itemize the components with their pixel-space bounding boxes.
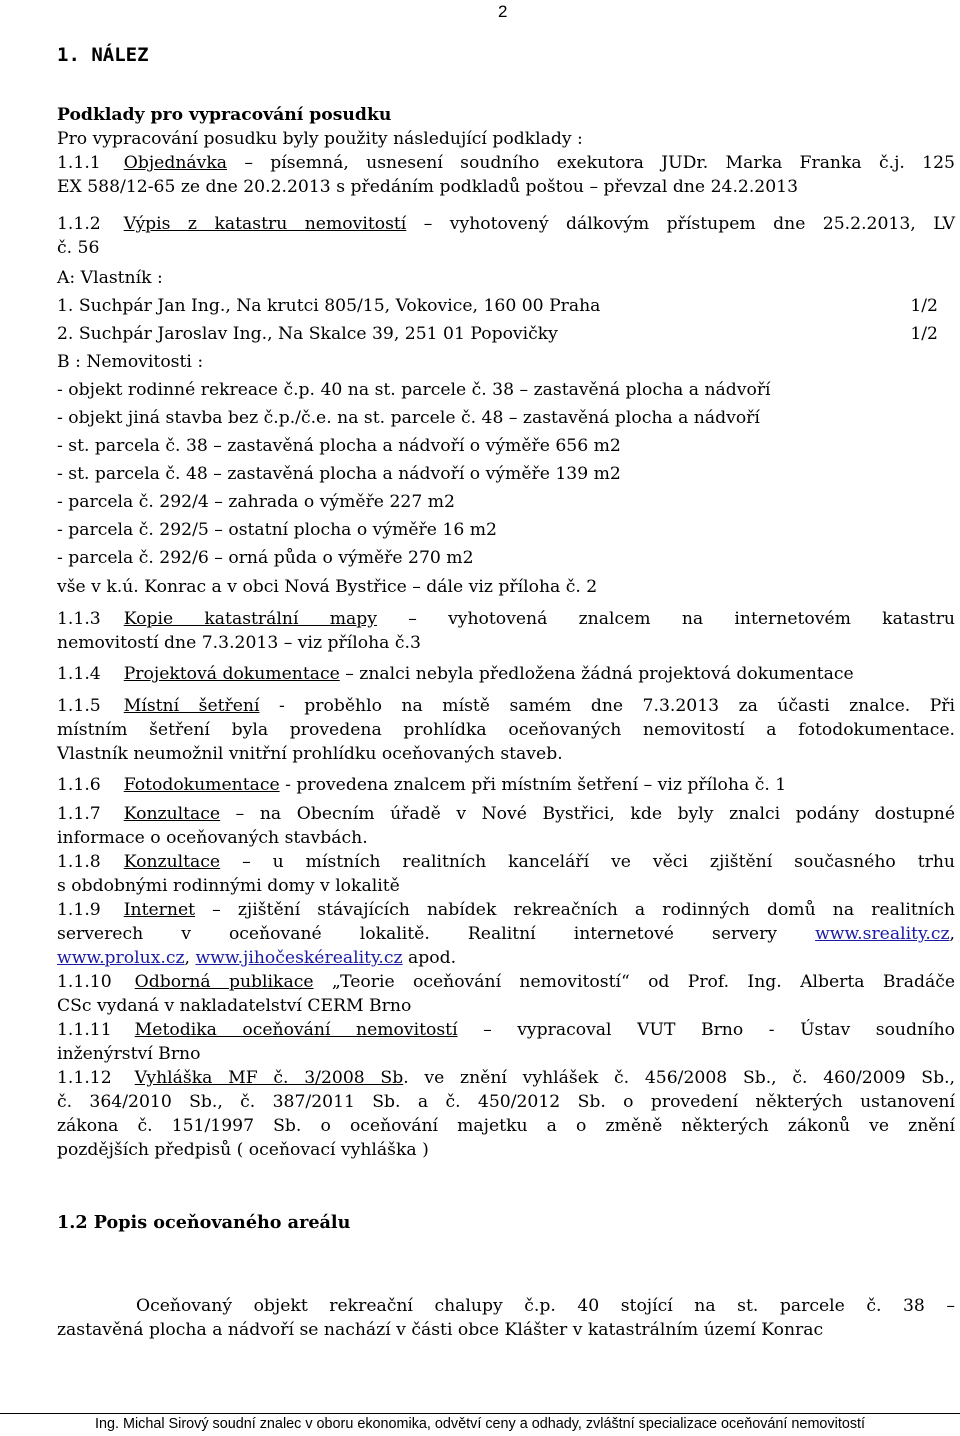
item-1-1-3 (57, 607, 955, 631)
item-1-1-2-line2: č. 56 (57, 238, 100, 258)
owners-label: A: Vlastník : (57, 268, 163, 288)
item-1-1-6 (57, 773, 786, 797)
item-number: 1.1.7 (57, 804, 101, 824)
property-item: - st. parcela č. 38 – zastavěná plocha a nádvoří o výměře 656 m2 (57, 436, 621, 456)
item-title: Objednávka (123, 153, 228, 173)
item-title: Vyhláška MF č. 3/2008 Sb (134, 1068, 404, 1088)
property-item: - parcela č. 292/6 – orná půda o výměře 270 m2 (57, 548, 474, 568)
item-text: – zjištění stávajících nabídek rekreačních a rodinných domů na realitních (195, 900, 955, 920)
item-1-1-7-line2: informace o oceňovaných stavbách. (57, 828, 368, 848)
section-2-heading: 1.2 Popis oceňovaného areálu (57, 1212, 351, 1233)
property-location: vše v k.ú. Konrac a v obci Nová Bystřice – dále viz příloha č. 2 (57, 577, 598, 597)
item-1-1-2 (57, 212, 955, 236)
item-text: „Teorie oceňování nemovitostí“ od Prof. Ing. Alberta Bradáče (313, 972, 956, 992)
item-title: Konzultace (123, 804, 221, 824)
item-1-1-4 (57, 662, 854, 686)
item-1-1-1 (57, 151, 955, 175)
link-prolux[interactable]: www.prolux.cz (57, 948, 185, 968)
item-text: - provedena znalcem při místním šetření – viz příloha č. 1 (279, 775, 787, 795)
item-1-1-12-line3: zákona č. 151/1997 Sb. o oceňování majetku a o změně některých zákonů ve znění (57, 1116, 955, 1136)
item-text: – znalci nebyla předložena žádná projektová dokumentace (339, 664, 854, 684)
item-1-1-10 (57, 970, 955, 994)
link-jihoceske-reality[interactable]: www.jihočeskéreality.cz (195, 948, 403, 968)
item-text: – vyhotovená znalcem na internetovém katastru (376, 609, 956, 629)
item-text: – na Obecním úřadě v Nové Bystřici, kde byly znalci podány dostupné (220, 804, 955, 824)
footer: Ing. Michal Sirový soudní znalec v oboru ekonomika, odvětví ceny a odhady, zvláštní specializace oceňování nemovitostí (94, 1416, 866, 1432)
section-2-paragraph-line1 (57, 1294, 955, 1318)
item-text: – vyhotovený dálkovým přístupem dne 25.2.2013, LV (406, 214, 955, 234)
intro-text: Pro vypracování posudku byly použity následující podklady : (57, 129, 583, 149)
owner-text: 2. Suchpár Jaroslav Ing., Na Skalce 39, 251 01 Popovičky (57, 324, 558, 344)
item-1-1-9 (57, 898, 955, 922)
item-1-1-8 (57, 850, 955, 874)
item-1-1-10-line2: CSc vydaná v nakladatelství CERM Brno (57, 996, 412, 1016)
item-text: serverech v oceňované lokalitě. Realitní internetové servery (57, 924, 778, 944)
item-1-1-5-line2: místním šetření byla provedena prohlídka oceňovaných nemovitostí a fotodokumentace. (57, 720, 955, 740)
subheading: Podklady pro vypracování posudku (57, 105, 392, 125)
item-title: Odborná publikace (134, 972, 314, 992)
item-1-1-5-line3: Vlastník neumožnil vnitřní prohlídku oceňovaných staveb. (57, 744, 563, 764)
item-text: - proběhlo na místě samém dne 7.3.2013 za účasti znalce. Při (259, 696, 955, 716)
properties-label: B : Nemovitosti : (57, 352, 204, 372)
item-text: – písemná, usnesení soudního exekutora JUDr. Marka Franka č.j. 125 (227, 153, 955, 173)
paragraph-text: Oceňovaný objekt rekreační chalupy č.p. 40 stojící na st. parcele č. 38 – (136, 1296, 955, 1316)
owner-share: 1/2 (910, 296, 938, 316)
item-title: Výpis z katastru nemovitostí (123, 214, 407, 234)
owner-1 (57, 294, 938, 318)
item-number: 1.1.12 (57, 1068, 112, 1088)
item-1-1-5 (57, 694, 955, 718)
item-text: . ve znění vyhlášek č. 456/2008 Sb., č. 460/2009 Sb., (403, 1068, 955, 1088)
item-number: 1.1.3 (57, 609, 101, 629)
item-number: 1.1.4 (57, 664, 101, 684)
item-title: Konzultace (123, 852, 221, 872)
item-number: 1.1.8 (57, 852, 101, 872)
footer-rule (0, 1413, 960, 1414)
link-sreality[interactable]: www.sreality.cz (815, 924, 950, 944)
item-1-1-12-line4: pozdějších předpisů ( oceňovací vyhláška ) (57, 1140, 429, 1160)
property-item: - objekt jiná stavba bez č.p./č.e. na st. parcele č. 48 – zastavěná plocha a nádvoří (57, 408, 760, 428)
item-title: Internet (123, 900, 196, 920)
item-number: 1.1.9 (57, 900, 101, 920)
item-title: Fotodokumentace (123, 775, 280, 795)
owner-share: 1/2 (910, 324, 938, 344)
item-1-1-7 (57, 802, 955, 826)
property-item: - parcela č. 292/4 – zahrada o výměře 227 m2 (57, 492, 455, 512)
section-2-paragraph-line2: zastavěná plocha a nádvoří se nachází v části obce Klášter v katastrálním území Konrac (57, 1320, 824, 1340)
item-text: – vypracoval VUT Brno - Ústav soudního (457, 1020, 955, 1040)
item-text: apod. (402, 948, 457, 968)
property-item: - st. parcela č. 48 – zastavěná plocha a nádvoří o výměře 139 m2 (57, 464, 621, 484)
item-1-1-11 (57, 1018, 955, 1042)
page-number: 2 (498, 2, 508, 21)
item-1-1-8-line2: s obdobnými rodinnými domy v lokalitě (57, 876, 400, 896)
item-number: 1.1.1 (57, 153, 101, 173)
item-number: 1.1.10 (57, 972, 112, 992)
item-number: 1.1.5 (57, 696, 101, 716)
item-1-1-11-line2: inženýrství Brno (57, 1044, 201, 1064)
item-number: 1.1.6 (57, 775, 101, 795)
item-title: Metodika oceňování nemovitostí (134, 1020, 458, 1040)
property-item: - objekt rodinné rekreace č.p. 40 na st. parcele č. 38 – zastavěná plocha a nádvoří (57, 380, 771, 400)
item-1-1-9-line3 (57, 946, 456, 970)
separator: , (184, 948, 196, 968)
item-number: 1.1.11 (57, 1020, 112, 1040)
item-1-1-12-line2: č. 364/2010 Sb., č. 387/2011 Sb. a č. 450/2012 Sb. o provedení některých ustanovení (57, 1092, 955, 1112)
item-text: – u místních realitních kanceláří ve věci zjištění současného trhu (220, 852, 955, 872)
property-item: - parcela č. 292/5 – ostatní plocha o výměře 16 m2 (57, 520, 497, 540)
item-1-1-9-line2 (57, 922, 955, 946)
item-title: Kopie katastrální mapy (123, 609, 377, 629)
owner-2 (57, 322, 938, 346)
item-title: Místní šetření (123, 696, 260, 716)
section-heading: 1. NÁLEZ (57, 44, 149, 66)
owner-text: 1. Suchpár Jan Ing., Na krutci 805/15, Vokovice, 160 00 Praha (57, 296, 601, 316)
item-1-1-1-line2: EX 588/12-65 ze dne 20.2.2013 s předáním podkladů poštou – převzal dne 24.2.2013 (57, 177, 799, 197)
item-title: Projektová dokumentace (123, 664, 340, 684)
separator: , (949, 924, 956, 944)
item-1-1-3-line2: nemovitostí dne 7.3.2013 – viz příloha č.3 (57, 633, 421, 653)
item-number: 1.1.2 (57, 214, 101, 234)
item-1-1-12 (57, 1066, 955, 1090)
